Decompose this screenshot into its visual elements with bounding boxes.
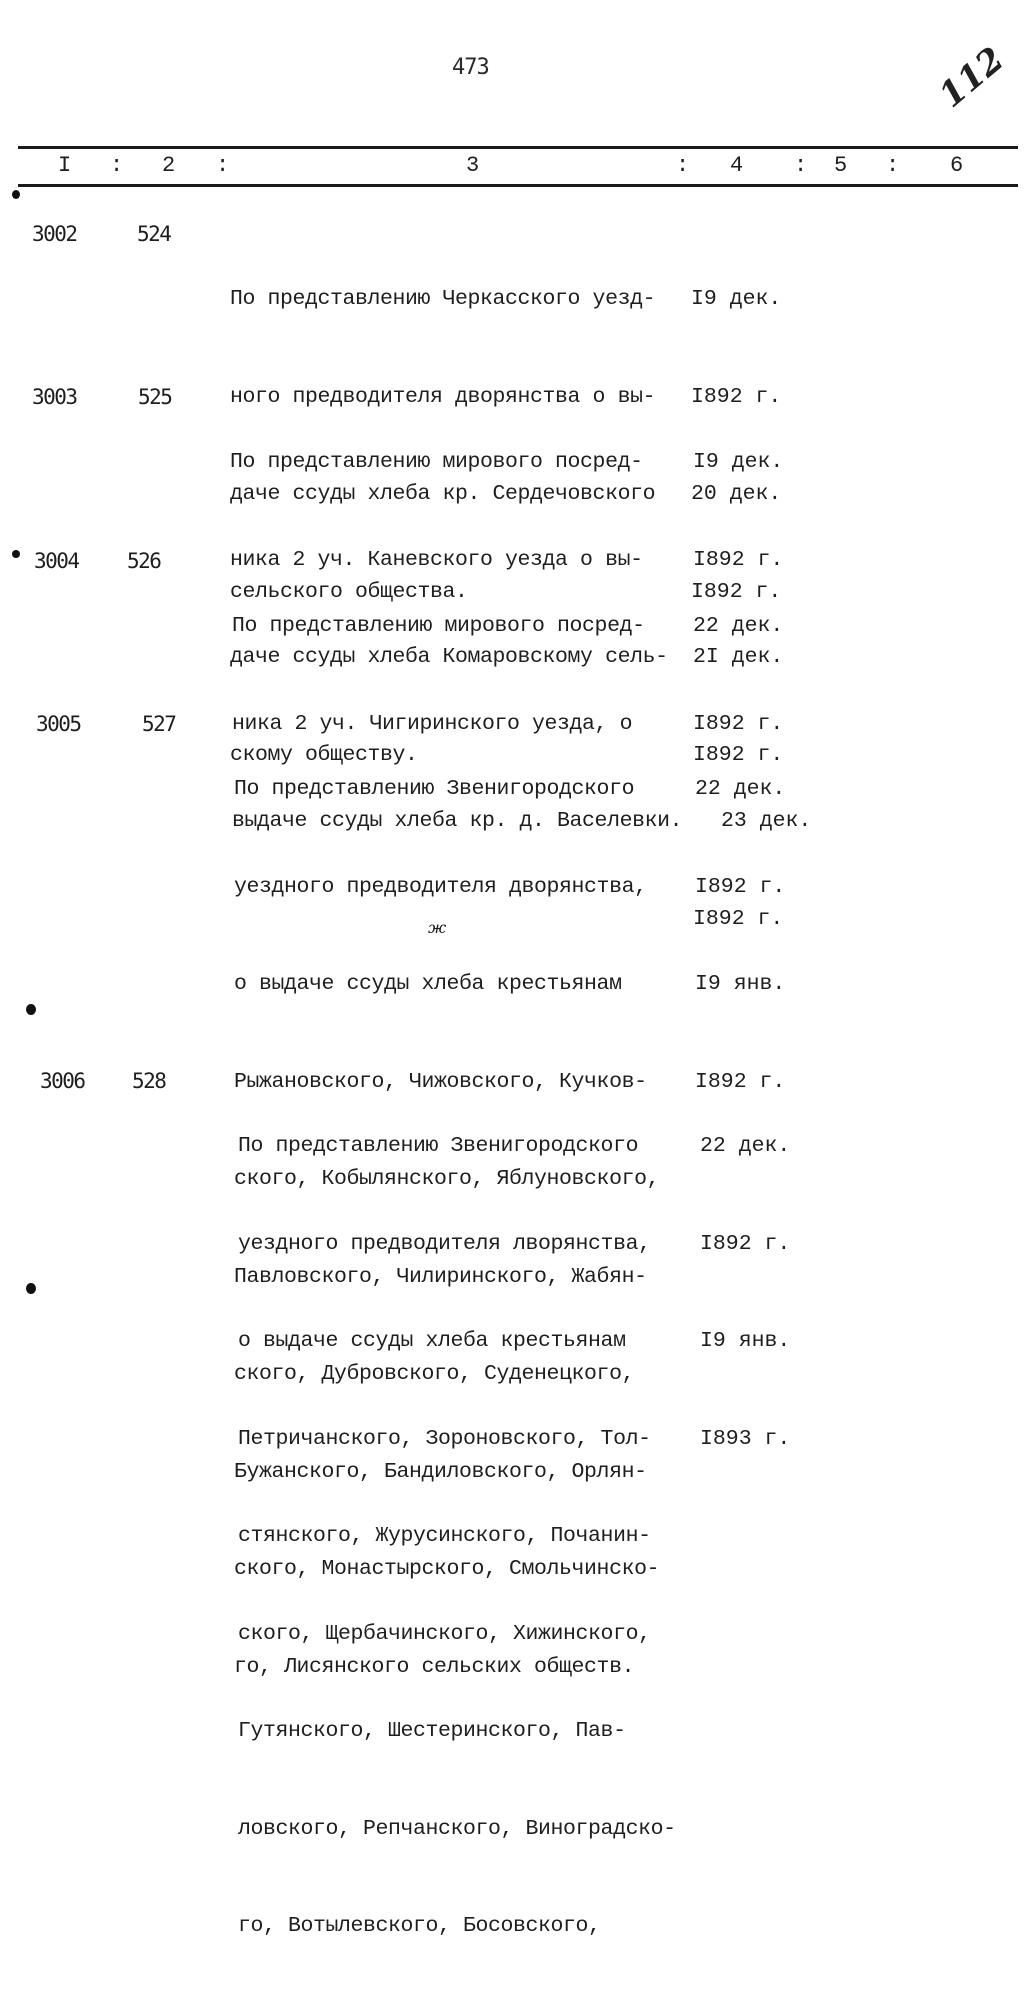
entry-description: По представлению Звенигородского уездного предводителя лворянства, о выдаче ссуды хлеба крестьянам Петричанского, Зороновского, Тол- стянского, Журусинского, Почанин- ского, Щербачинского, Хижинского, Гутянского, Шестеринского, Пав- ловского, Репчанского, Виноградско- го, Вотылевского, Босовского,	[238, 1134, 676, 1938]
file-number: 524	[137, 222, 171, 246]
entry-description: По представлению мирового посред- ника 2 уч. Чигиринского уезда, о выдаче ссуды хлеба кр. д. Васелевки.	[232, 614, 683, 833]
handwritten-sheet-number: 112	[931, 39, 1012, 116]
column-header-3: 3	[466, 153, 480, 178]
margin-hole-mark	[26, 1004, 36, 1015]
handwritten-correction: ж	[428, 918, 447, 937]
column-header-4: 4	[730, 153, 744, 178]
entry-number: 3004	[34, 549, 79, 573]
entry-dates: 22 дек. I892 г. I9 янв. I892 г.	[695, 777, 786, 1094]
column-header-2: 2	[162, 153, 176, 178]
file-number: 526	[127, 549, 161, 573]
entry-description: По представлению Звенигородского уездного предводителя дворянства, о выдаче ссуды хлеба крестьянам Рыжановского, Чижовского, Кучков- ского, Кобылянского, Яблуновского, Павловского, Чилиринского, Жабян- ского, Дубровского, Суденецкого, Бужанского, Бандиловского, Орлян- ского, Монастырского, Смольчинско- го, Лисянского сельских обществ.	[234, 777, 660, 1679]
entry-dates: 22 дек. I892 г. 23 дек. I892 г.	[693, 614, 812, 931]
column-separator: :	[110, 153, 124, 178]
entry-description: По представлению мирового посред- ника 2 уч. Каневского уезда о вы- даче ссуды хлеба Комаровскому сель- скому обществу.	[230, 450, 668, 767]
margin-hole-mark	[12, 190, 20, 199]
entry-number: 3006	[40, 1069, 85, 1093]
column-header-6: 6	[950, 153, 964, 178]
entry-dates: 22 дек. I892 г. I9 янв. I893 г.	[700, 1134, 791, 1451]
file-number: 525	[138, 385, 172, 409]
entry-description: По представлению Черкасского уезд- ного предводителя дворянства о вы- даче ссуды хлеба кр. Сердечовского сельского общества.	[230, 287, 656, 604]
file-number: 527	[142, 712, 176, 736]
entry-dates: I9 дек. I892 г. 20 дек. I892 г.	[691, 287, 782, 604]
page-number: 473	[452, 55, 489, 80]
margin-hole-mark	[26, 1283, 36, 1294]
entry-number: 3005	[36, 712, 81, 736]
entry-number: 3003	[32, 385, 77, 409]
entry-dates: I9 дек. I892 г. 2I дек. I892 г.	[693, 450, 784, 767]
table-header-bottom-rule	[18, 184, 1018, 187]
margin-hole-mark	[12, 550, 20, 558]
column-separator: :	[794, 153, 808, 178]
column-header-1: I	[58, 153, 72, 178]
column-separator: :	[886, 153, 900, 178]
column-separator: :	[216, 153, 230, 178]
table-top-rule	[18, 146, 1018, 149]
file-number: 528	[132, 1069, 166, 1093]
column-header-5: 5	[834, 153, 848, 178]
entry-number: 3002	[32, 222, 77, 246]
column-separator: :	[676, 153, 690, 178]
